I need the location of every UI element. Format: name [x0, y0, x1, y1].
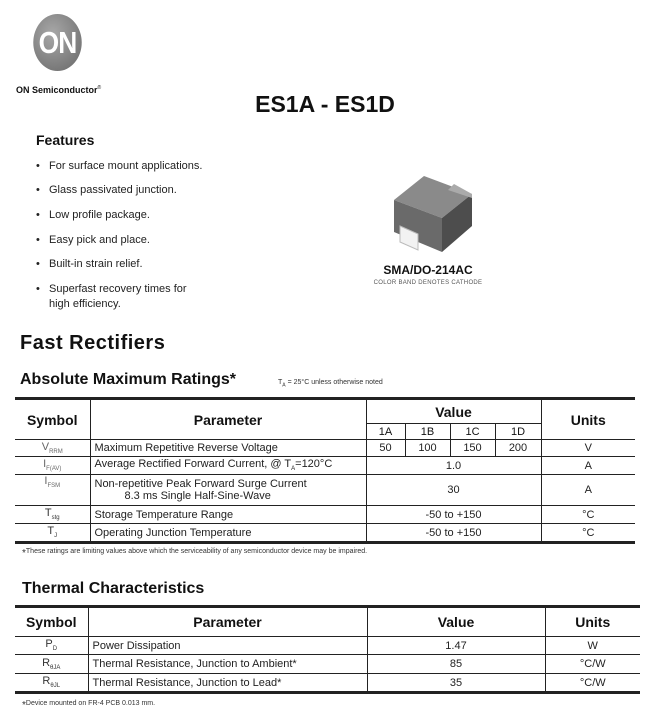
- header-units: Units: [541, 399, 635, 440]
- header-1a: 1A: [366, 424, 405, 440]
- header-1d: 1D: [495, 424, 541, 440]
- thermal-title: Thermal Characteristics: [22, 580, 205, 597]
- feature-text: For surface mount applications.: [49, 160, 203, 172]
- footnote-text: Device mounted on FR-4 PCB 0.013 mm.: [25, 700, 156, 707]
- amr-footnote: [22, 548, 367, 559]
- note-text: = 25°C unless otherwise noted: [285, 379, 383, 386]
- feature-item: • Low profile package.: [36, 209, 150, 221]
- param-text: Non-repetitive Peak Forward Surge Current: [94, 478, 307, 490]
- header-1c: 1C: [450, 424, 495, 440]
- symbol: I: [43, 458, 47, 471]
- param-tail: =120°C: [295, 458, 333, 471]
- symbol: P: [45, 638, 53, 651]
- value-1d: 200: [495, 440, 541, 457]
- feature-text: Superfast recovery times for: [49, 283, 187, 295]
- footnote-mark: *: [22, 548, 26, 559]
- feature-text: Easy pick and place.: [49, 234, 150, 246]
- symbol-sub: D: [52, 646, 58, 653]
- param-text-2: 8.3 ms Single Half-Sine-Wave: [124, 490, 271, 502]
- header-parameter: Parameter: [90, 399, 366, 440]
- table-row: [15, 655, 640, 674]
- header-units: Units: [545, 607, 640, 637]
- package-image: [388, 168, 472, 258]
- features-heading: Features: [36, 132, 95, 148]
- feature-item: • Glass passivated junction.: [36, 184, 177, 196]
- absolute-max-ratings-table: [15, 397, 635, 544]
- thermal-table: [15, 605, 640, 694]
- feature-item: • Easy pick and place.: [36, 234, 150, 246]
- symbol-sub: FSM: [47, 483, 61, 490]
- section-title: Fast Rectifiers: [20, 332, 166, 354]
- table-row: [15, 524, 635, 543]
- symbol-cell: [15, 524, 90, 543]
- header-symbol: Symbol: [15, 399, 90, 440]
- symbol: R: [42, 656, 51, 669]
- brand-text: ON Semiconductor: [16, 85, 98, 95]
- value-cell: 85: [367, 655, 545, 674]
- symbol-cell: [15, 637, 88, 655]
- table-row: [15, 475, 635, 506]
- units-cell: A: [541, 457, 635, 475]
- value-cell: 35: [367, 674, 545, 693]
- feature-text: Glass passivated junction.: [49, 184, 177, 196]
- value-cell: 1.0: [366, 457, 541, 475]
- value-1b: 100: [405, 440, 450, 457]
- symbol-cell: [15, 506, 90, 524]
- feature-text: Built-in strain relief.: [49, 258, 143, 270]
- symbol: T: [44, 507, 52, 520]
- units-cell: °C/W: [545, 674, 640, 693]
- units-cell: °C: [541, 524, 635, 543]
- note-t: T: [278, 379, 283, 386]
- parameter-cell: Storage Temperature Range: [90, 506, 366, 524]
- table-row: [15, 637, 640, 655]
- symbol-cell: [15, 655, 88, 674]
- header-1b: 1B: [405, 424, 450, 440]
- parameter-cell: Maximum Repetitive Reverse Voltage: [90, 440, 366, 457]
- table-header-row: [15, 399, 635, 424]
- table-row: [15, 506, 635, 524]
- units-cell: A: [541, 475, 635, 506]
- header-value: Value: [366, 399, 541, 424]
- feature-item: • Built-in strain relief.: [36, 258, 143, 270]
- parameter-cell: Power Dissipation: [88, 637, 367, 655]
- package-label: SMA/DO-214AC: [383, 263, 473, 277]
- header-symbol: Symbol: [15, 607, 88, 637]
- symbol-sub: stg: [51, 515, 60, 522]
- feature-item: • For surface mount applications.: [36, 160, 203, 172]
- thermal-footnote: [22, 700, 155, 711]
- parameter-cell: [90, 457, 366, 475]
- symbol-sub: J: [54, 533, 58, 540]
- parameter-cell: Operating Junction Temperature: [90, 524, 366, 543]
- table-header-row: [15, 607, 640, 637]
- parameter-cell: Thermal Resistance, Junction to Ambient*: [88, 655, 367, 674]
- value-cell: 30: [366, 475, 541, 506]
- footnote-mark: *: [22, 700, 26, 711]
- header-parameter: Parameter: [88, 607, 367, 637]
- registered-mark: ®: [97, 85, 102, 91]
- units-cell: °C: [541, 506, 635, 524]
- symbol-sub: θJL: [50, 683, 61, 690]
- symbol: I: [44, 475, 48, 487]
- value-1a: 50: [366, 440, 405, 457]
- footnote-text: These ratings are limiting values above which the serviceability of any semiconductor device may be impaired.: [25, 548, 368, 555]
- feature-text: Low profile package.: [49, 209, 150, 221]
- page-title: ES1A - ES1D: [255, 91, 395, 117]
- note-sub: A: [282, 382, 286, 389]
- header-value: Value: [367, 607, 545, 637]
- table-row: [15, 457, 635, 475]
- symbol-sub: F(AV): [46, 466, 62, 473]
- units-cell: V: [541, 440, 635, 457]
- amr-note: [278, 379, 383, 388]
- parameter-cell: Thermal Resistance, Junction to Lead*: [88, 674, 367, 693]
- on-logo: ON: [33, 14, 81, 71]
- param-sub: A: [291, 466, 296, 473]
- symbol-cell: [15, 674, 88, 693]
- feature-item: • Superfast recovery times for high efficiency.: [36, 283, 187, 310]
- symbol: T: [47, 525, 55, 538]
- amr-title: Absolute Maximum Ratings*: [20, 371, 237, 388]
- symbol-cell: [15, 457, 90, 475]
- symbol: V: [41, 440, 50, 453]
- symbol-sub: θJA: [50, 665, 61, 672]
- value-1c: 150: [450, 440, 495, 457]
- table-row: [15, 674, 640, 693]
- units-cell: °C/W: [545, 655, 640, 674]
- units-cell: W: [545, 637, 640, 655]
- symbol: R: [42, 675, 51, 688]
- symbol-sub: RRM: [49, 449, 63, 456]
- symbol-cell: [15, 475, 90, 506]
- package-note: COLOR BAND DENOTES CATHODE: [373, 280, 483, 286]
- feature-text: high efficiency.: [49, 298, 121, 310]
- table-row: [15, 440, 635, 457]
- value-cell: 1.47: [367, 637, 545, 655]
- symbol-cell: [15, 440, 90, 457]
- value-cell: -50 to +150: [366, 524, 541, 543]
- param-text: Average Rectified Forward Current, @ T: [94, 458, 292, 471]
- parameter-cell: [90, 475, 366, 506]
- value-cell: -50 to +150: [366, 506, 541, 524]
